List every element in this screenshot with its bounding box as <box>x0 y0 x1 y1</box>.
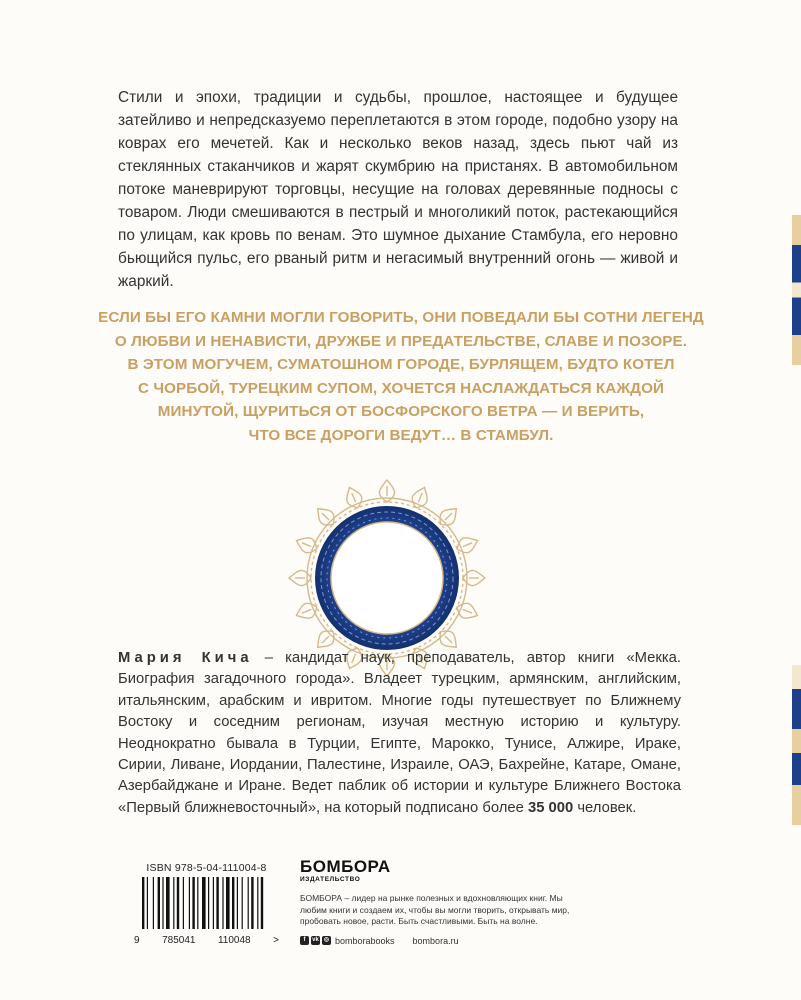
author-name: Мария Кича <box>118 650 253 666</box>
barcode-bar <box>177 877 179 929</box>
social-icons <box>300 936 331 945</box>
barcode-bar <box>202 877 206 929</box>
vk-icon[interactable]: vk <box>312 937 319 943</box>
barcode-bar <box>226 877 230 929</box>
facebook-icon[interactable]: f <box>300 936 309 945</box>
barcode-bar <box>158 877 160 929</box>
barcode-digit-group: 785041 <box>162 935 196 946</box>
barcode-bar <box>173 877 174 929</box>
barcode-bar <box>232 877 234 929</box>
barcode-bar <box>251 877 253 929</box>
barcode-bar <box>257 877 258 929</box>
barcode-bar <box>166 877 170 929</box>
barcode-bar <box>242 877 243 929</box>
intro-paragraph: Стили и эпохи, традиции и судьбы, прошлое, настоящее и будущее затейливо и непредсказуемо переплетаются в этом городе, подобно узору на коврах его мечетей. Как и несколько веков назад, здесь пьют чай из стеклянных стаканчиков и жарят скумбрию на пристанях. В автомобильном потоке маневрируют торговцы, несущие на головах деревянные подносы с товаром. Люди смешиваются в пестрый и многоликий поток, растекающийся по улицам, как кровь по венам. Это шумное дыхание Стамбула, его неровно бьющийся пульс, его рваный ритм и негасимый внутренний огонь — живой и жаркий. <box>118 89 678 290</box>
quote-line: О ЛЮБВИ И НЕНАВИСТИ, ДРУЖБЕ И ПРЕДАТЕЛЬСТВЕ, СЛАВЕ И ПОЗОРЕ. <box>114 332 688 350</box>
publisher-social <box>300 936 590 946</box>
barcode-bar <box>189 877 190 929</box>
edge-decoration-bottom <box>792 665 801 825</box>
barcode-bar <box>142 877 144 929</box>
barcode-bar <box>213 877 214 929</box>
barcode-bar <box>261 877 263 929</box>
barcode-bar <box>197 877 198 929</box>
barcode-block <box>134 862 279 946</box>
barcode-digit-first: 9 <box>134 935 140 946</box>
barcode-bar <box>147 877 148 929</box>
barcode-digit-group: 110048 <box>217 935 251 946</box>
gold-quote <box>96 306 706 448</box>
barcode-bar <box>208 877 209 929</box>
barcode-bar <box>192 877 194 929</box>
publisher-description: БОМБОРА – лидер на рынке полезных и вдохновляющих книг. Мы любим книги и создаем их, чтобы вы могли творить, открывать мир, пробовать новое, расти. Быть счастливыми. Быть на волне. <box>300 893 570 926</box>
barcode-digit-end: > <box>273 935 279 946</box>
barcode-bar <box>162 877 163 929</box>
quote-line: МИНУТОЙ, ЩУРИТЬСЯ ОТ БОСФОРСКОГО ВЕТРА — И ВЕРИТЬ, <box>157 403 645 421</box>
publisher-logo: БОМБОРА <box>300 857 391 876</box>
barcode-digits <box>134 935 279 946</box>
bio-text-end: человек. <box>573 799 637 816</box>
quote-line: ЧТО ВСЕ ДОРОГИ ВЕДУТ… В СТАМБУЛ. <box>248 426 554 444</box>
instagram-icon[interactable]: ◎ <box>323 937 330 943</box>
barcode-bar <box>216 877 218 929</box>
publisher-block <box>300 858 590 946</box>
subscriber-count: 35 000 <box>527 799 574 816</box>
social-handle[interactable]: bomborabooks <box>335 935 395 946</box>
quote-line: ЕСЛИ БЫ ЕГО КАМНИ МОГЛИ ГОВОРИТЬ, ОНИ ПОВЕДАЛИ БЫ СОТНИ ЛЕГЕНД <box>98 309 704 326</box>
barcode-bar <box>237 877 238 929</box>
bio-dash: – <box>252 650 286 666</box>
publisher-subtitle: ИЗДАТЕЛЬСТВО <box>300 876 361 883</box>
bio-text: кандидат наук, преподаватель, автор книги «Мекка. Биография загадочного города». Владеет турецким, армянским, английским, итальянским, арабским и ивритом. Многие годы путешествует по Ближнему Востоку и соседним регионам, изучая местную историю и культуру. Неоднократно бывала в Турции, Египте, Марокко, Тунисе, Алжире, Ираке, Сирии, Ливане, Иордании, Палестине, Израиле, ОАЭ, Бахрейне, Катаре, Омане, Азербайджане и Иране. Ведет паблик об истории и культуре Ближнего Востока «Первый ближневосточный», на который подписано более <box>118 650 682 816</box>
barcode-icon <box>134 877 279 929</box>
edge-decoration-top <box>792 215 801 365</box>
quote-line: С ЧОРБОЙ, ТУРЕЦКИМ СУПОМ, ХОЧЕТСЯ НАСЛАЖДАТЬСЯ КАЖДОЙ <box>137 379 665 397</box>
barcode-bar <box>248 877 249 929</box>
quote-line: В ЭТОМ МОГУЧЕМ, СУМАТОШНОМ ГОРОДЕ, БУРЛЯЩЕМ, БУДТО КОТЕЛ <box>127 356 675 374</box>
barcode-bar <box>183 877 184 929</box>
author-bio <box>118 648 681 819</box>
website-link[interactable]: bombora.ru <box>412 935 459 946</box>
isbn-label: ISBN 978-5-04-111004-8 <box>146 862 267 874</box>
barcode-bar <box>153 877 154 929</box>
barcode-bar <box>222 877 223 929</box>
